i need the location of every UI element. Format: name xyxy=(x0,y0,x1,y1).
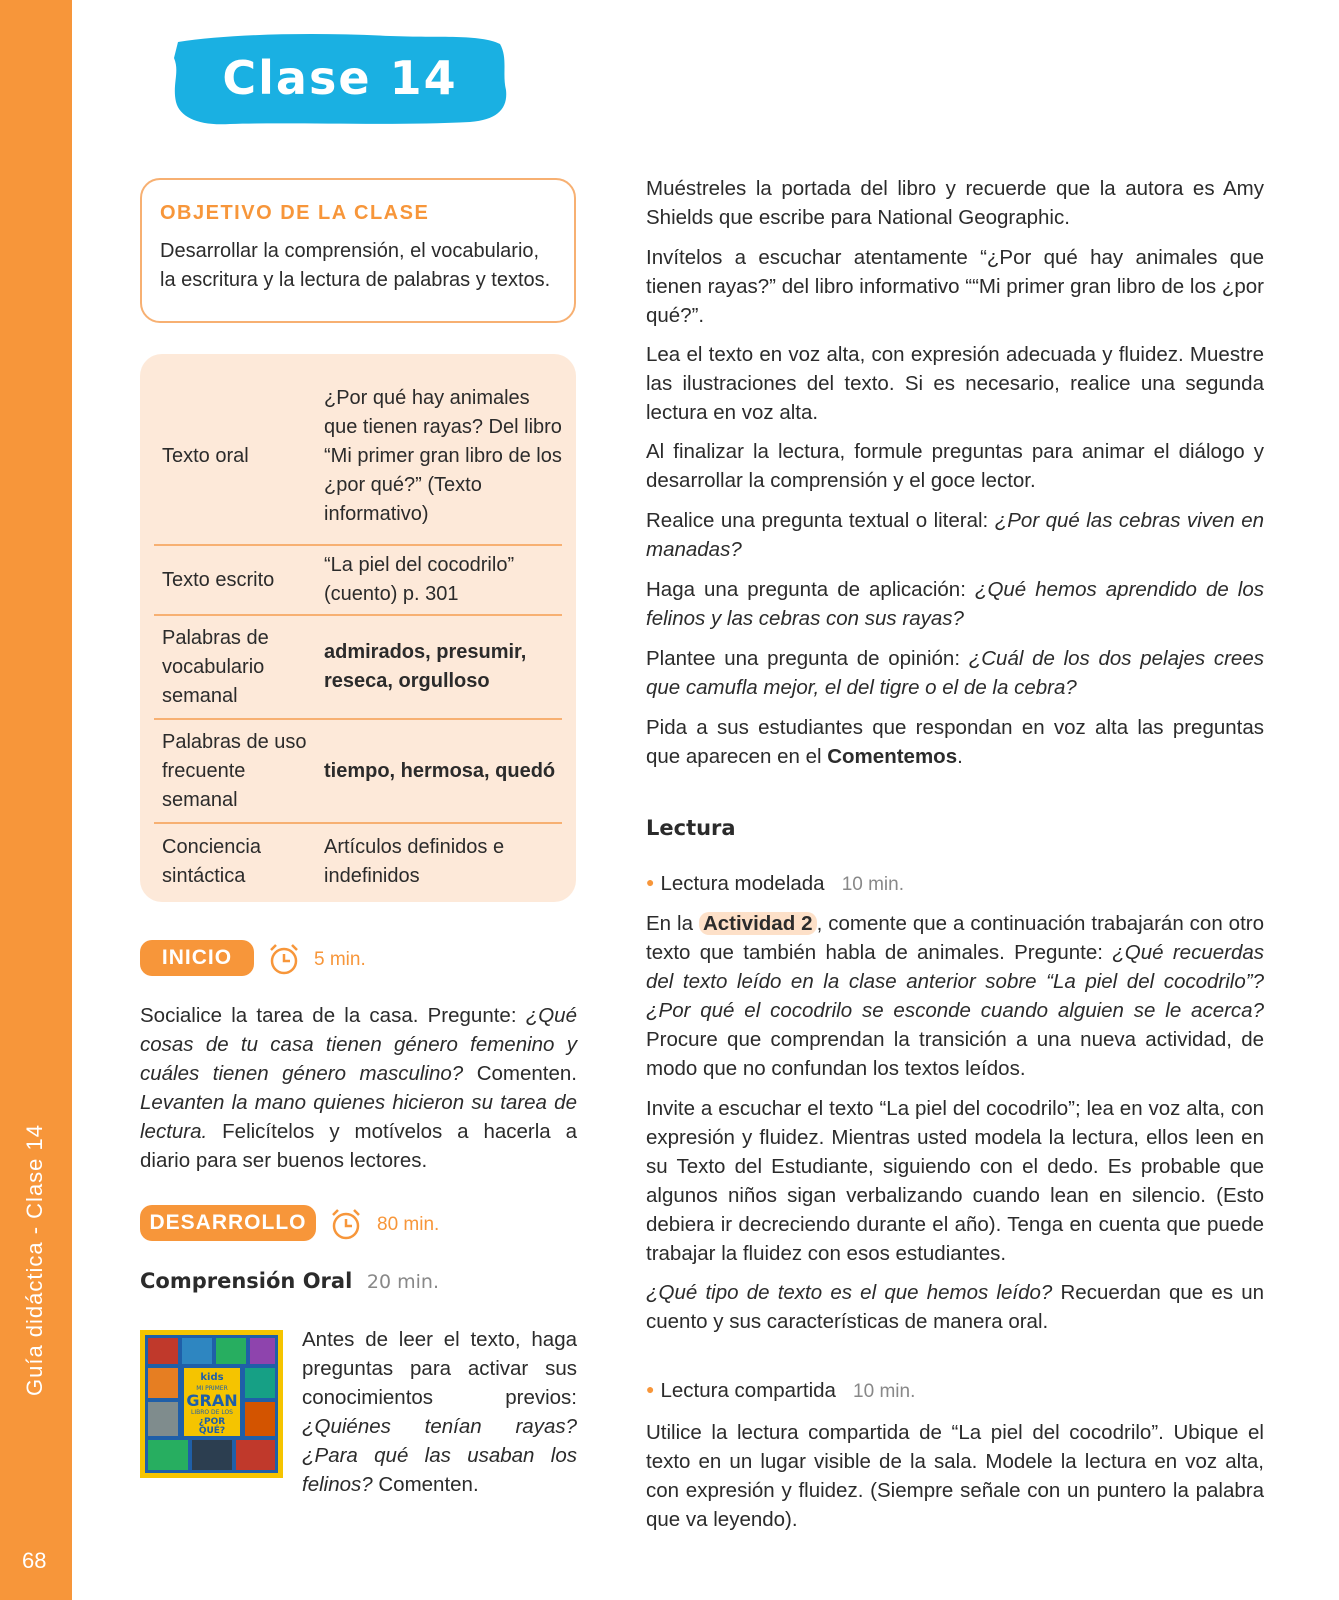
right-paragraph: ¿Qué tipo de texto es el que hemos leído? Recuerdan que es un cuento y sus características de manera oral. xyxy=(646,1281,1265,1333)
table-row xyxy=(154,546,562,616)
right-paragraph: Invítelos a escuchar atentamente “¿Por qué hay animales que tienen rayas?” del libro informativo ““Mi primer gran libro de los ¿por qué?”. xyxy=(646,246,1264,327)
inicio-badge: INICIO xyxy=(140,940,254,976)
table-row-label: Texto oral xyxy=(162,444,249,467)
alarm-clock-icon xyxy=(266,941,302,977)
lectura-heading: Lectura xyxy=(646,816,736,840)
activity-highlight: Actividad 2 xyxy=(699,912,817,935)
book-cover-line: ¿POR xyxy=(198,1417,226,1427)
book-cover-line: MI PRIMER xyxy=(196,1385,228,1392)
objective-text: Desarrollar la comprensión, el vocabulario, la escritura y la lectura de palabras y textos. xyxy=(160,240,551,291)
book-cover-line: QUÉ? xyxy=(198,1426,226,1436)
page-title: Clase 14 xyxy=(222,51,458,105)
right-paragraph: Plantee una pregunta de opinión: ¿Cuál de los dos pelajes crees que camufla mejor, el del tigre o el de la cebra? xyxy=(646,647,1264,699)
table-row-value: admirados, presumir, reseca, orgulloso xyxy=(324,641,527,692)
comprension-heading: Comprensión Oral 20 min. xyxy=(140,1269,439,1293)
table-row xyxy=(154,824,562,900)
book-cover-brand: kids xyxy=(200,1372,224,1383)
table-row-label: Palabras de vocabulario semanal xyxy=(162,626,269,707)
book-cover-line: LIBRO DE LOS xyxy=(190,1409,234,1416)
comprension-time: 20 min. xyxy=(366,1271,439,1293)
table-row xyxy=(154,368,562,546)
bullet-dot: ● xyxy=(646,1381,655,1397)
lectura-compartida-item: ● Lectura compartida 10 min. xyxy=(646,1379,916,1402)
book-cover-line: GRAN xyxy=(186,1391,238,1410)
table-row-label: Conciencia sintáctica xyxy=(162,836,261,887)
inicio-text: Socialice la tarea de la casa. Pregunte: ¿Qué cosas de tu casa tienen género femenino y cuáles tienen género masculino? Comenten. Levanten la mano quienes hicieron su tarea de lectura. Felicítelos y motívelos a hacerla a diario para ser buenos lectores. xyxy=(140,1004,577,1172)
table-row-value: Artículos definidos e indefinidos xyxy=(324,836,505,887)
bullet-dot: ● xyxy=(646,874,655,890)
lectura-modelada-item: ● Lectura modelada 10 min. xyxy=(646,872,904,895)
alarm-clock-icon xyxy=(328,1206,364,1242)
right-paragraph: Haga una pregunta de aplicación: ¿Qué hemos aprendido de los felinos y las cebras con sus rayas? xyxy=(646,578,1264,630)
table-row xyxy=(154,720,562,824)
right-paragraph: Utilice la lectura compartida de “La piel del cocodrilo”. Ubique el texto en un lugar visible de la sala. Modele la lectura en voz alta, con expresión y fluidez. (Siempre señale con un puntero la palabra que va leyendo). xyxy=(646,1421,1264,1531)
class-info-table xyxy=(140,354,576,902)
table-row-label: Palabras de uso frecuente semanal xyxy=(162,730,307,811)
right-paragraph: Muéstreles la portada del libro y recuerde que la autora es Amy Shields que escribe para National Geographic. xyxy=(646,177,1264,229)
desarrollo-badge: DESARROLLO xyxy=(140,1205,316,1241)
right-paragraph: Realice una pregunta textual o literal: ¿Por qué las cebras viven en manadas? xyxy=(646,509,1265,561)
title-banner xyxy=(170,28,510,128)
side-band-edge xyxy=(60,0,80,1600)
right-paragraph: Al finalizar la lectura, formule preguntas para animar el diálogo y desarrollar la comprensión y el goce lector. xyxy=(646,440,1264,492)
table-row-value: “La piel del cocodrilo” (cuento) p. 301 xyxy=(324,554,515,605)
inicio-time: 5 min. xyxy=(314,949,366,970)
comprension-text: Antes de leer el texto, haga preguntas para activar sus conocimientos previos: ¿Quiénes tenían rayas? ¿Para qué las usaban los felinos? Comenten. xyxy=(302,1328,577,1496)
objective-box xyxy=(140,178,576,323)
page-number: 68 xyxy=(22,1548,47,1573)
table-row-label: Texto escrito xyxy=(162,568,275,591)
compartida-time: 10 min. xyxy=(853,1381,916,1402)
table-row xyxy=(154,616,562,720)
right-paragraph: Lea el texto en voz alta, con expresión adecuada y fluidez. Muestre las ilustraciones del texto. Si es necesario, realice una segunda lectura en voz alta. xyxy=(646,343,1264,424)
modelada-time: 10 min. xyxy=(841,874,904,895)
desarrollo-time: 80 min. xyxy=(377,1214,440,1235)
sidebar-label: Guía didáctica - Clase 14 xyxy=(22,1123,47,1397)
objective-heading: OBJETIVO DE LA CLASE xyxy=(160,202,430,224)
right-paragraph: Invite a escuchar el texto “La piel del cocodrilo”; lea en voz alta, con expresión y fluidez. Mientras usted modela la lectura, ellos leen en su Texto del Estudiante, siguiendo con el dedo. Es probable que algunos niños sigan verbalizando cuando lean en silencio. (Esto debiera ir decreciendo durante el año). Tenga en cuenta que puede trabajar la fluidez con esos estudiantes. xyxy=(646,1097,1264,1265)
right-paragraph: Pida a sus estudiantes que respondan en voz alta las preguntas que aparecen en el Comentemos. xyxy=(646,716,1264,768)
table-row-value: ¿Por qué hay animales que tienen rayas? Del libro “Mi primer gran libro de los ¿por qué?” (Texto informativo) xyxy=(324,386,562,525)
right-paragraph: En la Actividad 2 , comente que a continuación trabajarán con otro texto que también habla de animales. Pregunte: ¿Qué recuerdas del texto leído en la clase anterior sobre “La piel del cocodrilo”? ¿Por qué el cocodrilo se esconde cuando alguien se le acerca? Procure que comprendan la transición a una nueva actividad, de modo que no confundan los textos leídos. xyxy=(646,912,1265,1080)
table-row-value: tiempo, hermosa, quedó xyxy=(324,759,556,782)
book-cover-image xyxy=(140,1330,283,1478)
